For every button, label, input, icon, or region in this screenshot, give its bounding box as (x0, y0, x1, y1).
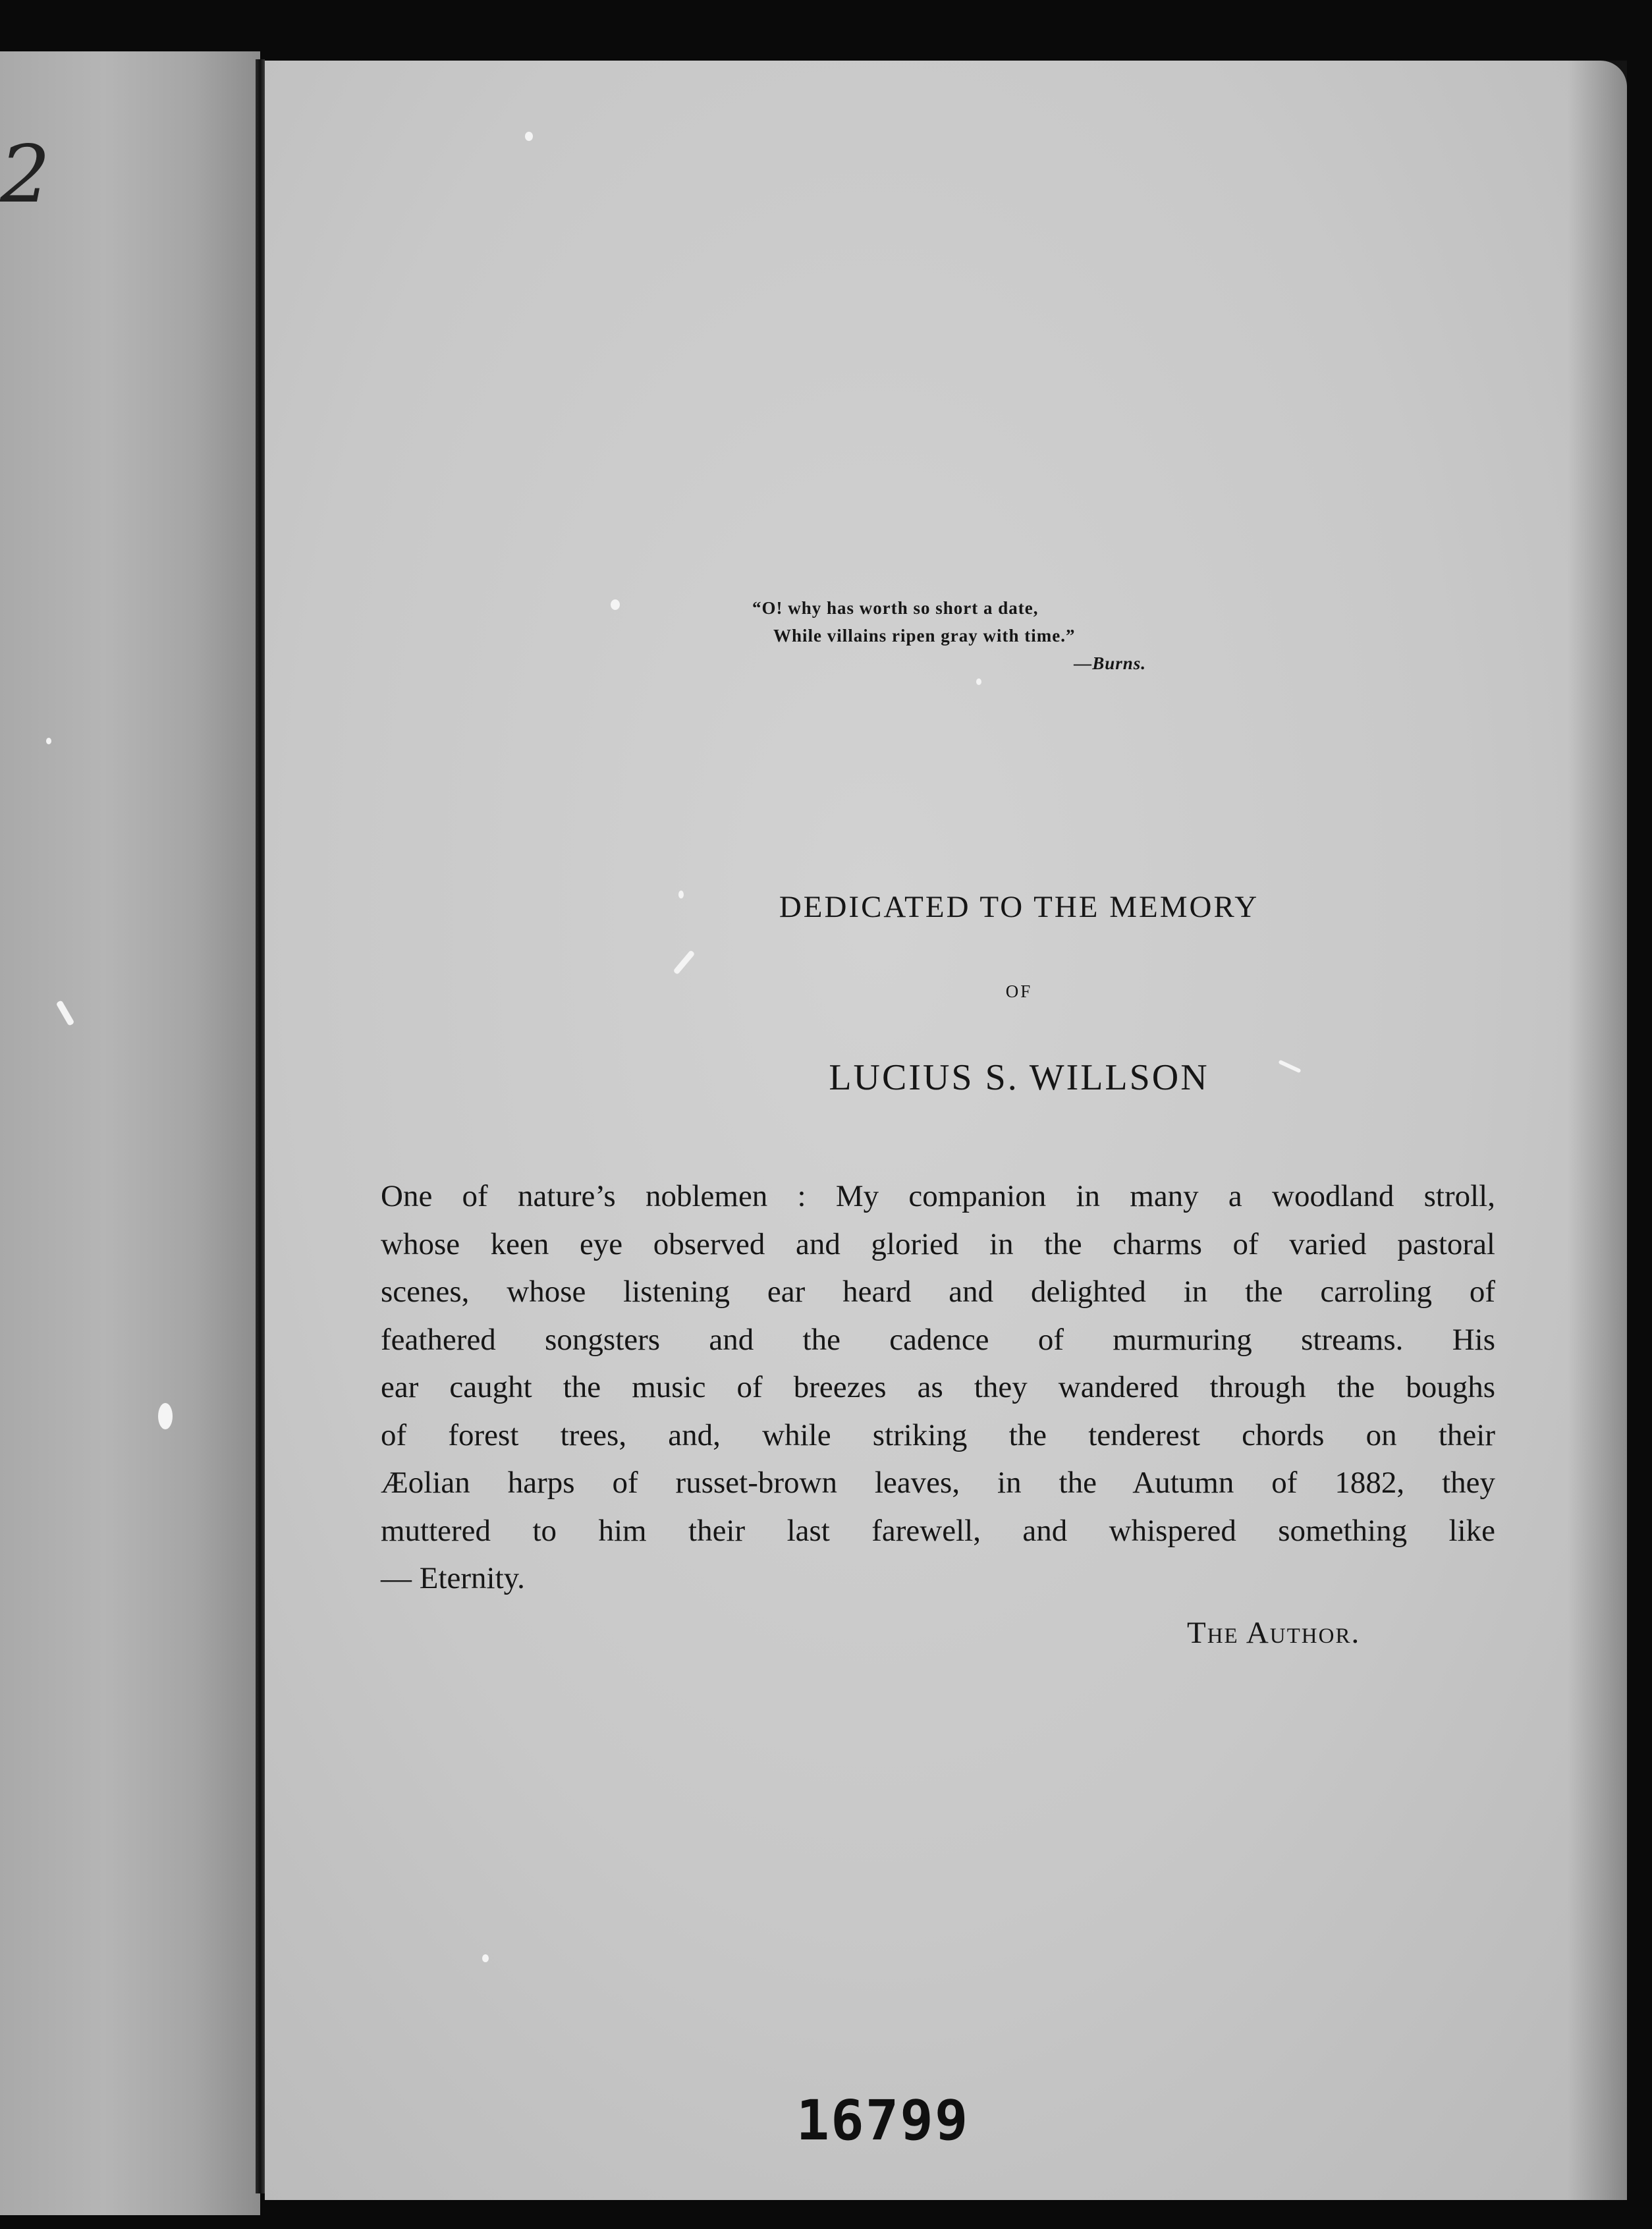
scan-speck (482, 1954, 489, 1962)
left-page-edge (0, 51, 260, 2215)
margin-mark: 2 (0, 129, 51, 221)
paragraph-line: One of nature’s noblemen : My companion in many a woodland stroll, (381, 1179, 1495, 1213)
epigraph-attribution: —Burns. (1074, 653, 1146, 673)
paragraph-line: muttered to him their last farewell, and whispered something like (381, 1513, 1495, 1548)
dedication-heading: DEDICATED TO THE MEMORY (779, 890, 1259, 924)
dedication-of: OF (1005, 981, 1033, 1001)
paragraph-line: — Eternity. (381, 1561, 525, 1595)
paragraph-line: Æolian harps of russet-brown leaves, in the Autumn of 1882, they (381, 1466, 1495, 1500)
scan-speck (673, 950, 696, 975)
epigraph-line-1: “O! why has worth so short a date, (752, 598, 1039, 618)
epigraph-line-2: While villains ripen gray with time.” (773, 626, 1076, 646)
paragraph-line: feathered songsters and the cadence of murmuring streams. His (381, 1322, 1495, 1357)
scan-speck (976, 678, 981, 685)
accession-number-stamp: 16799 (796, 2088, 970, 2153)
paragraph-line: whose keen eye observed and gloried in the charms of varied pastoral (381, 1226, 1495, 1261)
scan-speck (46, 738, 51, 744)
author-signature: The Author. (1187, 1616, 1361, 1650)
scan-speck (678, 891, 684, 898)
paragraph-line: ear caught the music of breezes as they wandered through the boughs (381, 1370, 1495, 1404)
scan-speck (525, 132, 533, 141)
book-gutter (256, 59, 265, 2193)
scan-speck (158, 1403, 173, 1429)
dedicatee-name: LUCIUS S. WILLSON (829, 1057, 1209, 1098)
scan-speck (611, 599, 620, 610)
epigraph (752, 594, 1180, 677)
paragraph-line: of forest trees, and, while striking the tenderest chords on their (381, 1417, 1495, 1452)
dedication-paragraph (381, 1172, 1495, 1603)
paragraph-line: scenes, whose listening ear heard and delighted in the carroling of (381, 1275, 1495, 1309)
dedication-page (265, 61, 1627, 2200)
